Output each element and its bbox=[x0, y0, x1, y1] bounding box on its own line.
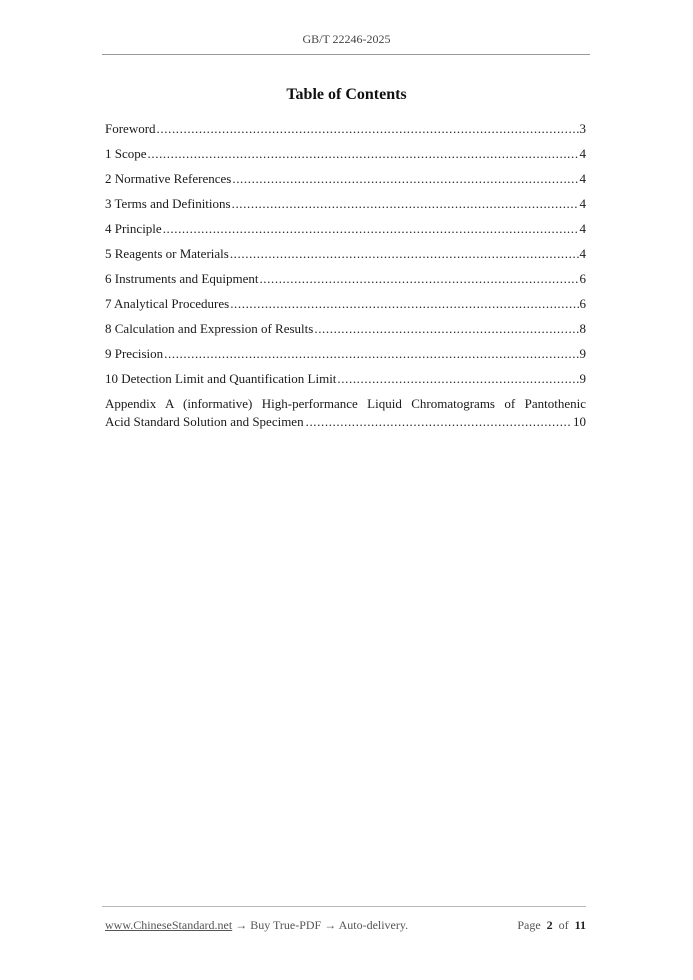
toc-entry-precision[interactable] bbox=[105, 345, 586, 370]
toc-entry-label: 7 Analytical Procedures bbox=[105, 296, 230, 311]
toc-entry-label: 3 Terms and Definitions bbox=[105, 196, 231, 211]
toc-entry-label: 10 Detection Limit and Quantification Limit bbox=[105, 371, 337, 386]
toc-entry-label: Appendix A (informative) High-performance Liquid Chromatograms of Pantothenic bbox=[105, 396, 586, 411]
toc-entry-terms-definitions[interactable] bbox=[105, 195, 586, 220]
toc-dot-leader bbox=[314, 320, 578, 338]
toc-entry-analytical-procedures[interactable] bbox=[105, 295, 586, 320]
toc-entry-principle[interactable] bbox=[105, 220, 586, 245]
toc-dot-leader bbox=[259, 270, 578, 288]
toc-entry-label: 9 Precision bbox=[105, 346, 164, 361]
toc-entry-label: 6 Instruments and Equipment bbox=[105, 271, 259, 286]
toc-entry-page: 10 bbox=[573, 414, 586, 429]
header-divider bbox=[102, 54, 590, 55]
footer-divider bbox=[102, 906, 586, 907]
footer-promo bbox=[105, 918, 408, 933]
toc-entry-label-continued: Acid Standard Solution and Specimen bbox=[105, 414, 304, 429]
toc-entry-instruments[interactable] bbox=[105, 270, 586, 295]
page-word: Page bbox=[517, 918, 541, 932]
toc-title: Table of Contents bbox=[286, 86, 407, 103]
toc-dot-leader bbox=[164, 345, 578, 363]
toc-entry-page: 9 bbox=[579, 346, 586, 361]
toc-entry-label: Foreword bbox=[105, 121, 156, 136]
toc-entry-foreword[interactable] bbox=[105, 120, 586, 145]
page-indicator bbox=[517, 918, 586, 933]
toc-entry-continuation bbox=[105, 413, 586, 431]
toc-entry-page: 6 bbox=[579, 271, 586, 286]
toc-dot-leader bbox=[230, 245, 579, 263]
toc-entry-page: 4 bbox=[579, 171, 586, 186]
page-current: 2 bbox=[546, 918, 553, 932]
page-of: of bbox=[558, 918, 569, 932]
toc-entry-page: 9 bbox=[579, 371, 586, 386]
toc-entry-page: 3 bbox=[579, 121, 586, 136]
toc-dot-leader bbox=[337, 370, 578, 388]
toc-entry-appendix-a[interactable] bbox=[105, 395, 586, 431]
footer-promo-text: → Buy True-PDF → Auto-delivery. bbox=[232, 918, 409, 932]
toc-dot-leader bbox=[157, 120, 579, 138]
toc-entry-scope[interactable] bbox=[105, 145, 586, 170]
toc-dot-leader bbox=[230, 295, 578, 313]
toc-entry-normative-references[interactable] bbox=[105, 170, 586, 195]
toc-entry-page: 4 bbox=[579, 146, 586, 161]
toc-entry-detection-limit[interactable] bbox=[105, 370, 586, 395]
toc-entry-label: 2 Normative References bbox=[105, 171, 232, 186]
toc-entry-page: 4 bbox=[579, 246, 586, 261]
toc-entry-page: 8 bbox=[579, 321, 586, 336]
toc-dot-leader bbox=[306, 413, 571, 431]
toc-entry-label: 4 Principle bbox=[105, 221, 162, 236]
toc-dot-leader bbox=[232, 195, 579, 213]
toc-dot-leader bbox=[148, 145, 579, 163]
toc-dot-leader bbox=[232, 170, 578, 188]
toc-entry-reagents[interactable] bbox=[105, 245, 586, 270]
toc-entry-page: 4 bbox=[579, 196, 586, 211]
toc-entry-label: 8 Calculation and Expression of Results bbox=[105, 321, 314, 336]
toc-list bbox=[105, 120, 586, 431]
running-header: GB/T 22246-2025 bbox=[302, 32, 391, 46]
toc-dot-leader bbox=[163, 220, 579, 238]
site-link[interactable]: www.ChineseStandard.net bbox=[105, 918, 233, 932]
toc-entry-page: 6 bbox=[579, 296, 586, 311]
toc-entry-label: 1 Scope bbox=[105, 146, 147, 161]
toc-entry-page: 4 bbox=[579, 221, 586, 236]
page-total: 11 bbox=[574, 918, 586, 932]
toc-entry-calculation[interactable] bbox=[105, 320, 586, 345]
footer bbox=[105, 918, 586, 933]
toc-entry-label: 5 Reagents or Materials bbox=[105, 246, 229, 261]
